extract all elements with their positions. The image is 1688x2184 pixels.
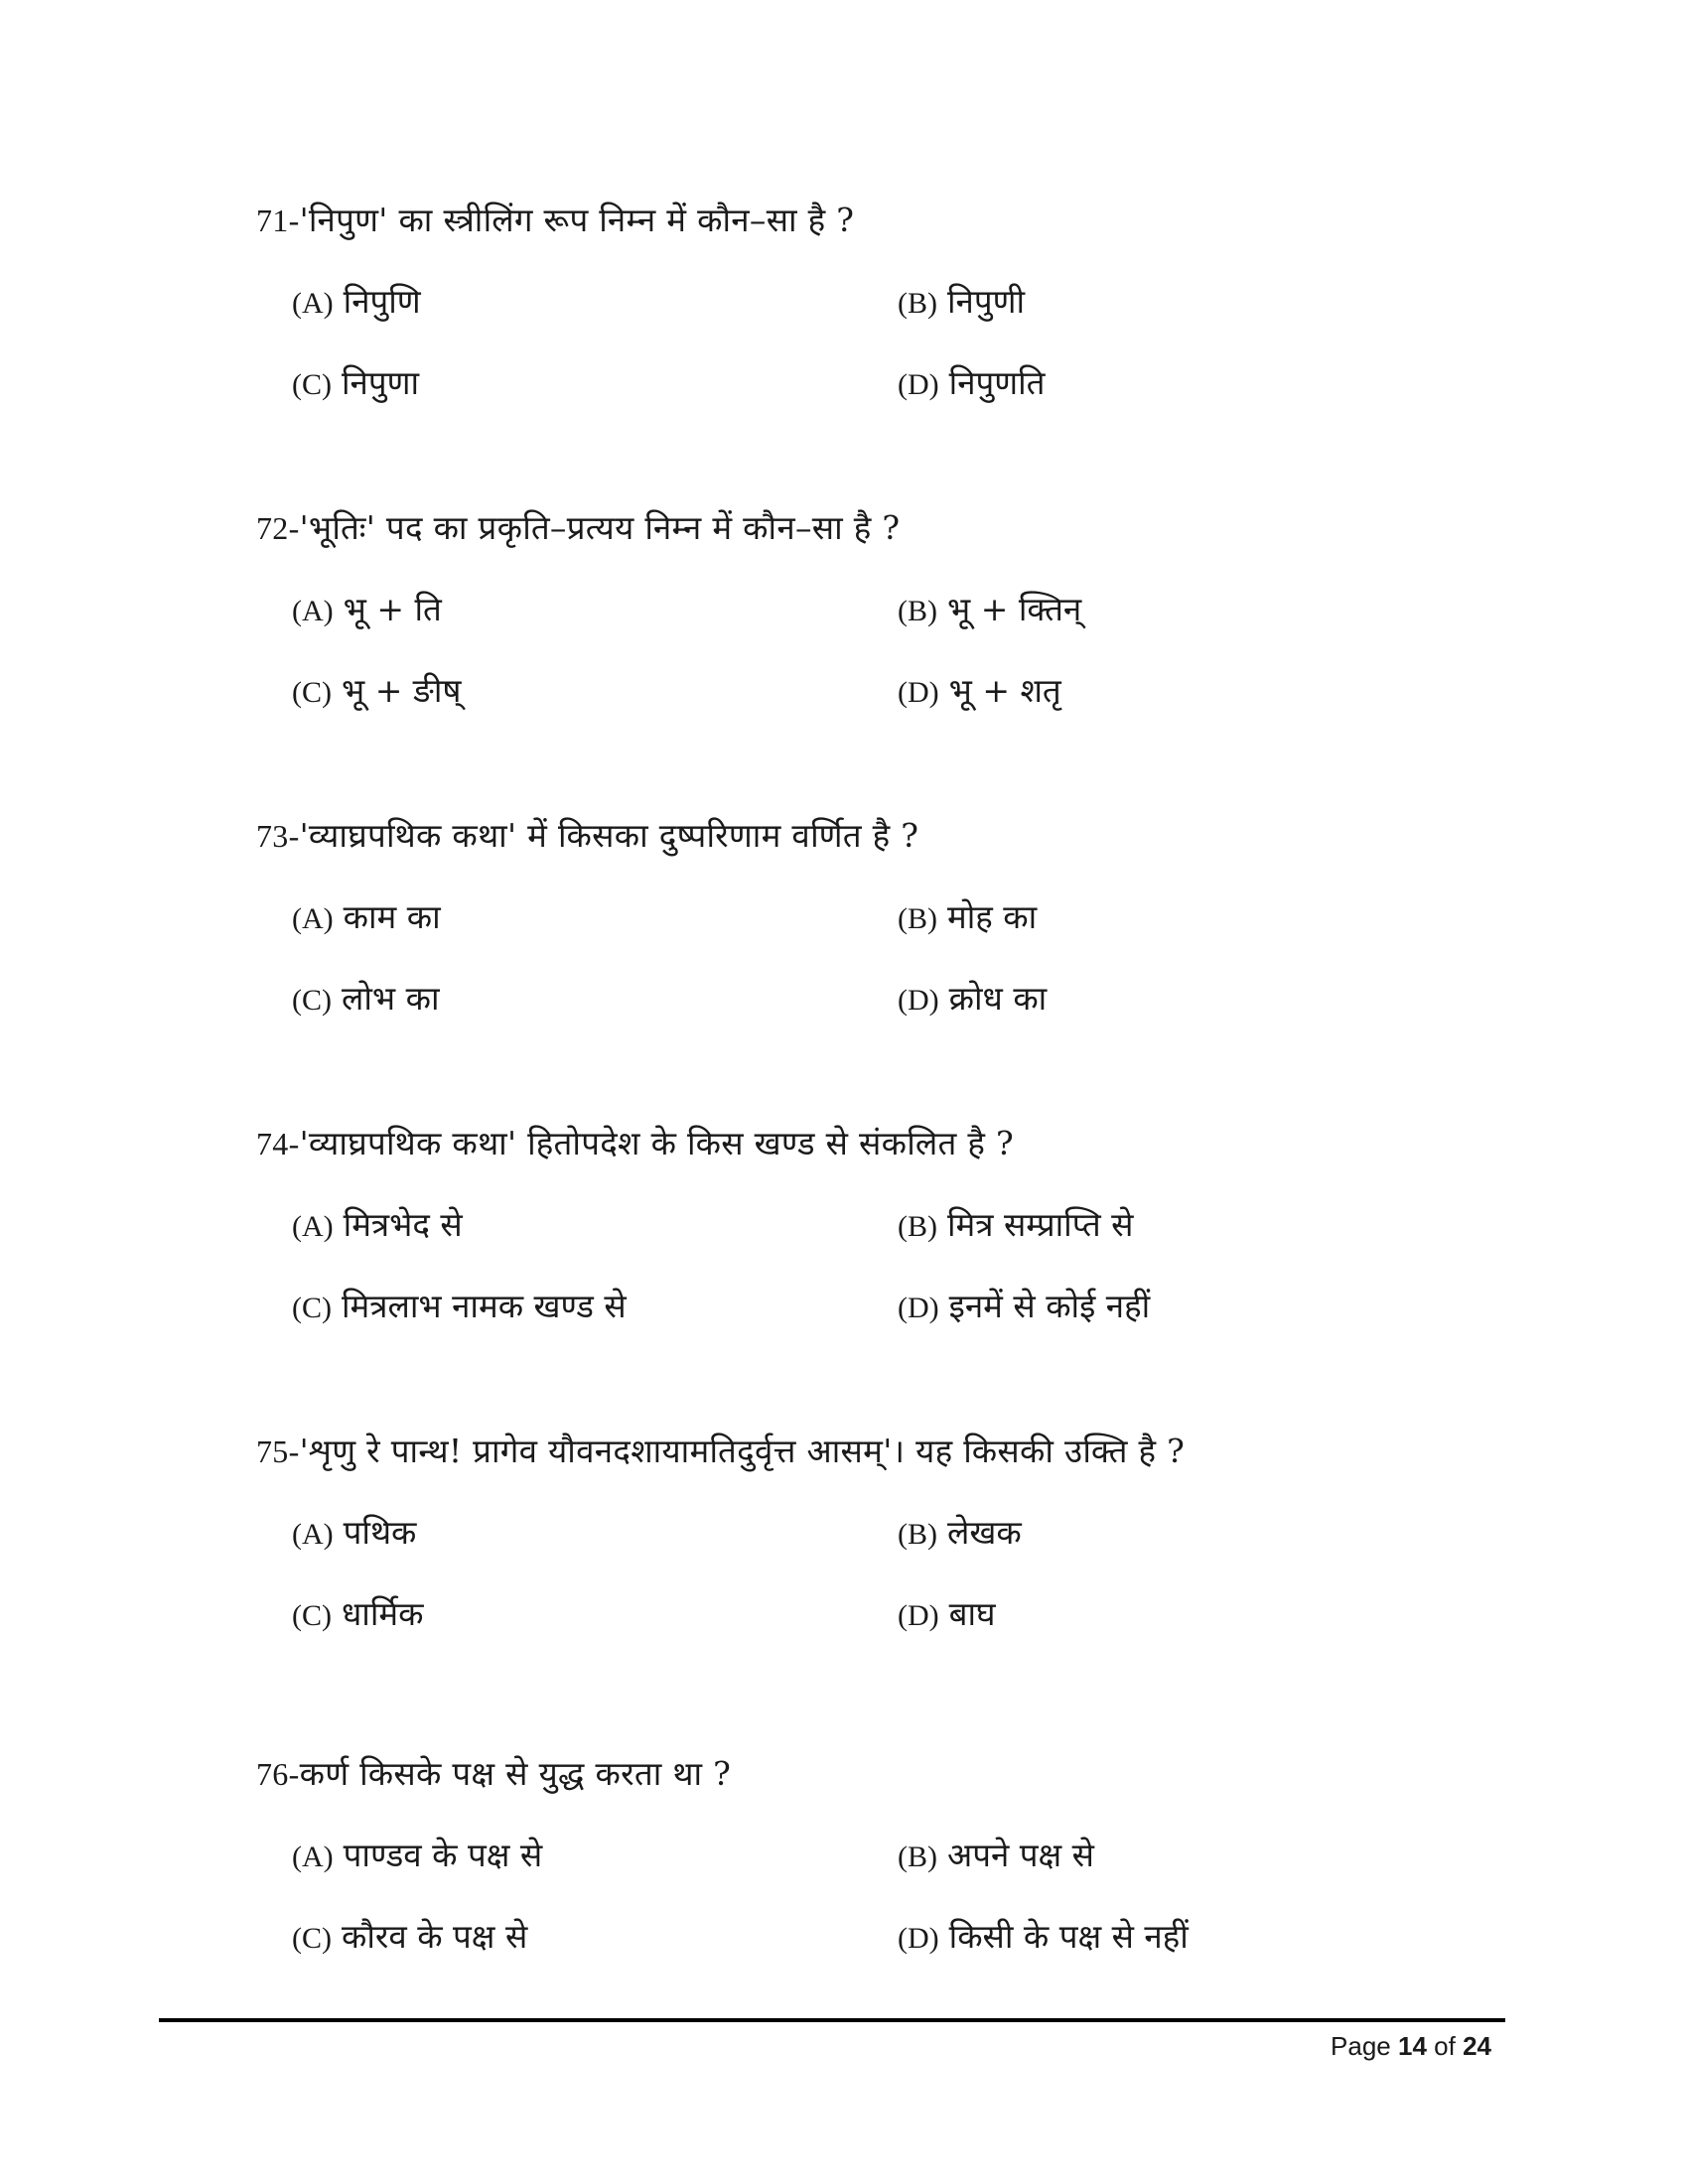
option-letter: (C) xyxy=(292,676,332,709)
option-text: पथिक xyxy=(343,1513,417,1552)
option-letter: (B) xyxy=(898,287,937,320)
option-letter: (D) xyxy=(898,676,939,709)
option-letter: (C) xyxy=(292,368,332,401)
option-d xyxy=(898,977,1047,1023)
option-text: भू + ति xyxy=(343,590,442,628)
option-d xyxy=(898,1915,1189,1961)
option-letter: (A) xyxy=(292,1518,334,1551)
option-text: धार्मिक xyxy=(342,1594,424,1633)
question-text xyxy=(256,814,1448,858)
option-b xyxy=(898,1834,1094,1879)
option-letter: (B) xyxy=(898,1210,937,1243)
option-letter: (B) xyxy=(898,1518,937,1551)
option-letter: (D) xyxy=(898,1599,939,1632)
option-c xyxy=(292,1285,627,1330)
question-74 xyxy=(256,1122,1448,1326)
question-text xyxy=(256,506,1448,550)
option-b xyxy=(898,280,1025,326)
option-letter: (C) xyxy=(292,1922,332,1955)
option-a xyxy=(292,1203,463,1249)
option-text: कौरव के पक्ष से xyxy=(342,1917,528,1956)
option-text: मित्रभेद से xyxy=(343,1205,463,1244)
question-stem: कर्ण किसके पक्ष से युद्ध करता था ? xyxy=(299,1754,732,1793)
option-letter: (D) xyxy=(898,1922,939,1955)
options-group xyxy=(256,1203,1448,1326)
page-number xyxy=(1331,2031,1491,2062)
option-c xyxy=(292,1915,527,1961)
option-c xyxy=(292,361,419,407)
option-text: पाण्डव के पक्ष से xyxy=(343,1836,543,1874)
page-label: Page xyxy=(1331,2031,1391,2061)
question-number: 72- xyxy=(256,510,300,546)
option-text: निपुणी xyxy=(947,282,1026,321)
options-group xyxy=(256,1511,1448,1634)
option-letter: (D) xyxy=(898,984,939,1017)
option-d xyxy=(898,1285,1150,1330)
option-text: किसी के पक्ष से नहीं xyxy=(948,1917,1189,1956)
option-text: क्रोध का xyxy=(948,979,1048,1018)
question-stem: 'निपुण' का स्त्रीलिंग रूप निम्न में कौन–सा है ? xyxy=(299,201,855,239)
question-stem: 'भूतिः' पद का प्रकृति–प्रत्यय निम्न में कौन–सा है ? xyxy=(299,508,901,547)
options-group xyxy=(256,1834,1448,1957)
option-a xyxy=(292,588,442,633)
option-text: मित्रलाभ नामक खण्ड से xyxy=(342,1287,627,1325)
question-text xyxy=(256,1430,1448,1473)
option-c xyxy=(292,669,461,715)
option-c xyxy=(292,1592,423,1638)
option-text: भू + ङीष् xyxy=(342,671,462,710)
question-stem: 'व्याघ्रपथिक कथा' हितोपदेश के किस खण्ड से संकलित है ? xyxy=(299,1124,1014,1162)
option-b xyxy=(898,895,1037,941)
option-letter: (C) xyxy=(292,1292,332,1324)
option-text: भू + शतृ xyxy=(948,671,1061,710)
option-text: अपने पक्ष से xyxy=(947,1836,1094,1874)
option-letter: (C) xyxy=(292,984,332,1017)
option-text: लोभ का xyxy=(342,979,440,1018)
options-group xyxy=(256,280,1448,403)
option-text: बाघ xyxy=(948,1594,996,1633)
total-pages: 24 xyxy=(1463,2031,1491,2061)
current-page: 14 xyxy=(1398,2031,1427,2061)
option-d xyxy=(898,669,1061,715)
option-a xyxy=(292,280,421,326)
option-a xyxy=(292,895,441,941)
option-letter: (D) xyxy=(898,368,939,401)
option-text: निपुणति xyxy=(948,363,1046,402)
option-d xyxy=(898,361,1045,407)
option-text: काम का xyxy=(343,897,441,936)
question-number: 75- xyxy=(256,1433,300,1469)
option-letter: (A) xyxy=(292,902,334,935)
option-letter: (B) xyxy=(898,595,937,627)
option-letter: (C) xyxy=(292,1599,332,1632)
option-text: निपुणि xyxy=(343,282,421,321)
question-text xyxy=(256,199,1448,242)
question-stem: 'व्याघ्रपथिक कथा' में किसका दुष्परिणाम वर्णित है ? xyxy=(299,816,919,855)
question-number: 74- xyxy=(256,1126,300,1161)
question-number: 76- xyxy=(256,1756,300,1792)
options-group xyxy=(256,588,1448,711)
question-75 xyxy=(256,1430,1448,1634)
question-number: 71- xyxy=(256,203,300,238)
option-a xyxy=(292,1834,542,1879)
question-stem: 'शृणु रे पान्थ! प्रागेव यौवनदशायामतिदुर्वृत्त आसम्'। यह किसकी उक्ति है ? xyxy=(299,1432,1186,1470)
question-number: 73- xyxy=(256,818,300,854)
footer-divider xyxy=(159,2018,1505,2022)
option-d xyxy=(898,1592,996,1638)
question-71 xyxy=(256,199,1448,403)
option-b xyxy=(898,1203,1133,1249)
question-73 xyxy=(256,814,1448,1019)
option-b xyxy=(898,1511,1022,1557)
option-letter: (D) xyxy=(898,1292,939,1324)
option-text: निपुणा xyxy=(342,363,420,402)
option-text: मोह का xyxy=(947,897,1038,936)
option-letter: (B) xyxy=(898,902,937,935)
of-label: of xyxy=(1434,2031,1456,2061)
option-b xyxy=(898,588,1081,633)
option-letter: (A) xyxy=(292,1841,334,1873)
option-letter: (A) xyxy=(292,1210,334,1243)
option-text: इनमें से कोई नहीं xyxy=(948,1287,1151,1325)
option-text: मित्र सम्प्राप्ति से xyxy=(947,1205,1134,1244)
option-letter: (A) xyxy=(292,287,334,320)
option-text: भू + क्तिन् xyxy=(947,590,1082,628)
option-c xyxy=(292,977,440,1023)
question-text xyxy=(256,1752,1448,1796)
option-text: लेखक xyxy=(947,1513,1022,1552)
options-group xyxy=(256,895,1448,1019)
question-72 xyxy=(256,506,1448,711)
question-text xyxy=(256,1122,1448,1165)
option-a xyxy=(292,1511,416,1557)
option-letter: (B) xyxy=(898,1841,937,1873)
option-letter: (A) xyxy=(292,595,334,627)
question-76 xyxy=(256,1752,1448,1957)
